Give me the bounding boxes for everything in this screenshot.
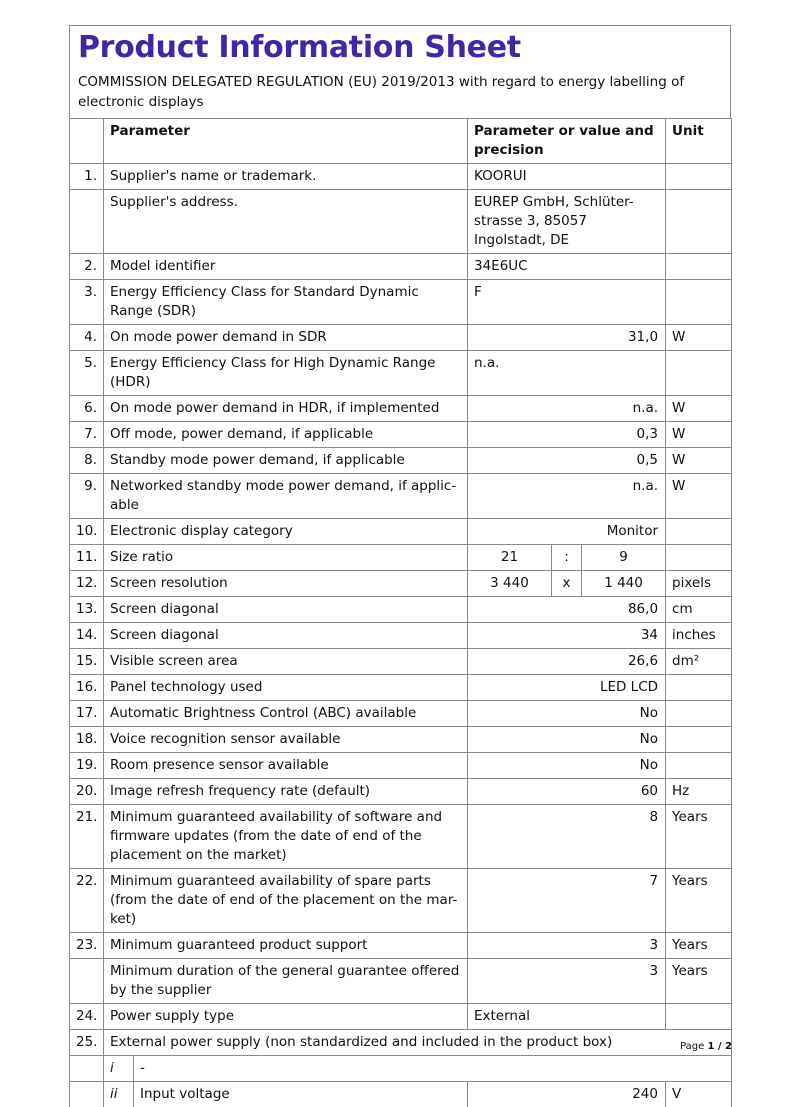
- table-body-c: [70, 597, 732, 1004]
- row-number: 7.: [70, 422, 104, 448]
- row-unit: cm: [666, 597, 732, 623]
- row-unit: [666, 701, 732, 727]
- row-number: 12.: [70, 571, 104, 597]
- row-unit: Years: [666, 959, 732, 1004]
- row-number: 20.: [70, 779, 104, 805]
- header-no: [70, 119, 104, 164]
- row-value: 0,3: [468, 422, 666, 448]
- row-unit: [666, 351, 732, 396]
- row-value: 26,6: [468, 649, 666, 675]
- header-parameter: Parameter: [104, 119, 468, 164]
- row-number: 1.: [70, 164, 104, 190]
- row-parameter: On mode power demand in SDR: [104, 325, 468, 351]
- row-number: 9.: [70, 474, 104, 519]
- row-number: [70, 959, 104, 1004]
- row-value: 31,0: [468, 325, 666, 351]
- row-parameter: Size ratio: [104, 545, 468, 571]
- table-body-b: [70, 545, 732, 597]
- resolution-width: 3 440: [468, 571, 552, 597]
- header-unit: Unit: [666, 119, 732, 164]
- row-parameter: Minimum guaranteed availability of software and firmware updates (from the date of end of the placement on the market): [104, 805, 468, 869]
- parameter-table: [69, 118, 732, 1056]
- table-row: [70, 727, 732, 753]
- resolution-height: 1 440: [582, 571, 666, 597]
- row-parameter: Power supply type: [104, 1004, 468, 1030]
- row-unit: [666, 254, 732, 280]
- row-parameter: Model identifier: [104, 254, 468, 280]
- size-ratio-separator: :: [552, 545, 582, 571]
- row-unit: W: [666, 474, 732, 519]
- row-number: 15.: [70, 649, 104, 675]
- page-number: 1 / 2: [707, 1041, 732, 1052]
- table-row: [70, 280, 732, 325]
- table-row: [70, 1004, 732, 1030]
- row-number: 17.: [70, 701, 104, 727]
- row-parameter: Voice recognition sensor available: [104, 727, 468, 753]
- row-value: External: [468, 1004, 666, 1030]
- row-value: LED LCD: [468, 675, 666, 701]
- row-value: n.a.: [468, 351, 666, 396]
- table-header-row: [70, 119, 732, 164]
- row-parameter: Screen diagonal: [104, 597, 468, 623]
- product-information-sheet: [69, 25, 731, 1107]
- row-number: 6.: [70, 396, 104, 422]
- table-row: [70, 519, 732, 545]
- row-unit: [666, 753, 732, 779]
- row-number: 2.: [70, 254, 104, 280]
- sub-table: [69, 1055, 732, 1107]
- row-unit: [666, 1004, 732, 1030]
- sub-row-parameter: Input voltage: [134, 1082, 468, 1107]
- row-parameter: Visible screen area: [104, 649, 468, 675]
- table-row: [70, 675, 732, 701]
- row-number: 4.: [70, 325, 104, 351]
- row-parameter: Energy Efficiency Class for Standard Dynamic Range (SDR): [104, 280, 468, 325]
- table-row: [70, 254, 732, 280]
- table-row: [70, 351, 732, 396]
- row-unit: [666, 675, 732, 701]
- row-parameter: Standby mode power demand, if applicable: [104, 448, 468, 474]
- row-unit: pixels: [666, 571, 732, 597]
- row-number: 21.: [70, 805, 104, 869]
- row-value: 7: [468, 869, 666, 933]
- size-ratio-width: 21: [468, 545, 552, 571]
- sub-row-unit: V: [666, 1082, 732, 1107]
- row-unit: Years: [666, 805, 732, 869]
- table-row: [70, 649, 732, 675]
- row-unit: [666, 190, 732, 254]
- row-unit: W: [666, 325, 732, 351]
- table-row: [70, 422, 732, 448]
- row-unit: [666, 519, 732, 545]
- row-unit: Years: [666, 869, 732, 933]
- row-number: [70, 190, 104, 254]
- row-value: 3: [468, 959, 666, 1004]
- row-value: 60: [468, 779, 666, 805]
- row-unit: [666, 280, 732, 325]
- row-number: 14.: [70, 623, 104, 649]
- row-number: 24.: [70, 1004, 104, 1030]
- row-unit: inches: [666, 623, 732, 649]
- row-number: 8.: [70, 448, 104, 474]
- size-ratio-height: 9: [582, 545, 666, 571]
- row-unit: W: [666, 396, 732, 422]
- row-unit: Hz: [666, 779, 732, 805]
- sheet-header: [69, 25, 731, 118]
- row-parameter: Screen diagonal: [104, 623, 468, 649]
- row-parameter: Minimum duration of the general guarantee offered by the supplier: [104, 959, 468, 1004]
- row-value: F: [468, 280, 666, 325]
- row-value: 8: [468, 805, 666, 869]
- row-value: 0,5: [468, 448, 666, 474]
- table-row: [70, 869, 732, 933]
- table-row: [70, 933, 732, 959]
- page-title: Product Information Sheet: [78, 30, 722, 66]
- row-parameter: External power supply (non standardized and included in the product box): [104, 1030, 732, 1056]
- table-row: [70, 571, 732, 597]
- row-number: 16.: [70, 675, 104, 701]
- row-value: Monitor: [468, 519, 666, 545]
- sub-row-value: 240: [468, 1082, 666, 1107]
- table-body-a: [70, 164, 732, 545]
- row-unit: [666, 727, 732, 753]
- sub-row-value: -: [134, 1056, 666, 1082]
- row-parameter: Supplier's address.: [104, 190, 468, 254]
- row-parameter: Minimum guaranteed availability of spare parts (from the date of end of the placement on the mar-ket): [104, 869, 468, 933]
- row-number: 19.: [70, 753, 104, 779]
- row-value: KOORUI: [468, 164, 666, 190]
- table-row: [70, 959, 732, 1004]
- row-unit: [666, 545, 732, 571]
- table-row: [70, 545, 732, 571]
- row-unit: [666, 164, 732, 190]
- row-parameter: Room presence sensor available: [104, 753, 468, 779]
- row-value: 86,0: [468, 597, 666, 623]
- row-parameter: On mode power demand in HDR, if implemented: [104, 396, 468, 422]
- table-row: [70, 1056, 732, 1082]
- row-unit: W: [666, 422, 732, 448]
- row-number: 22.: [70, 869, 104, 933]
- row-number: 23.: [70, 933, 104, 959]
- row-number: 13.: [70, 597, 104, 623]
- row-value: 3: [468, 933, 666, 959]
- row-parameter: Screen resolution: [104, 571, 468, 597]
- row-value: No: [468, 701, 666, 727]
- header-value: Parameter or value and precision: [468, 119, 666, 164]
- table-row: [70, 623, 732, 649]
- row-parameter: Off mode, power demand, if applicable: [104, 422, 468, 448]
- table-row: [70, 164, 732, 190]
- table-row: [70, 753, 732, 779]
- row-parameter: Networked standby mode power demand, if applic-able: [104, 474, 468, 519]
- row-value: EUREP GmbH, Schlüter-strasse 3, 85057 Ingolstadt, DE: [468, 190, 666, 254]
- page-footer: [680, 1041, 732, 1052]
- row-number: 3.: [70, 280, 104, 325]
- row-value: 34: [468, 623, 666, 649]
- row-value: No: [468, 753, 666, 779]
- table-row: [70, 474, 732, 519]
- table-row: [70, 701, 732, 727]
- page-label: Page: [680, 1041, 707, 1052]
- row-number: 25.: [70, 1030, 104, 1056]
- row-parameter: Supplier's name or trademark.: [104, 164, 468, 190]
- sub-row-label: ii: [104, 1082, 134, 1107]
- row-value: n.a.: [468, 396, 666, 422]
- row-parameter: Minimum guaranteed product support: [104, 933, 468, 959]
- resolution-separator: x: [552, 571, 582, 597]
- sub-row-label: i: [104, 1056, 134, 1082]
- table-row: [70, 805, 732, 869]
- row-parameter: Automatic Brightness Control (ABC) available: [104, 701, 468, 727]
- regulation-subtitle: COMMISSION DELEGATED REGULATION (EU) 2019/2013 with regard to energy labelling of electronic displays: [78, 72, 722, 112]
- row-unit: W: [666, 448, 732, 474]
- row-number: 18.: [70, 727, 104, 753]
- table-row: [70, 1082, 732, 1107]
- table-body-d: [70, 1004, 732, 1056]
- row-parameter: Energy Efficiency Class for High Dynamic Range (HDR): [104, 351, 468, 396]
- table-row: [70, 325, 732, 351]
- table-row: [70, 779, 732, 805]
- row-number: 10.: [70, 519, 104, 545]
- table-row: [70, 1030, 732, 1056]
- row-number: 5.: [70, 351, 104, 396]
- table-row: [70, 597, 732, 623]
- table-row: [70, 190, 732, 254]
- table-row: [70, 396, 732, 422]
- row-parameter: Panel technology used: [104, 675, 468, 701]
- row-unit: Years: [666, 933, 732, 959]
- row-number: 11.: [70, 545, 104, 571]
- row-value: n.a.: [468, 474, 666, 519]
- row-parameter: Image refresh frequency rate (default): [104, 779, 468, 805]
- row-unit: dm²: [666, 649, 732, 675]
- row-value: 34E6UC: [468, 254, 666, 280]
- row-value: No: [468, 727, 666, 753]
- table-row: [70, 448, 732, 474]
- row-parameter: Electronic display category: [104, 519, 468, 545]
